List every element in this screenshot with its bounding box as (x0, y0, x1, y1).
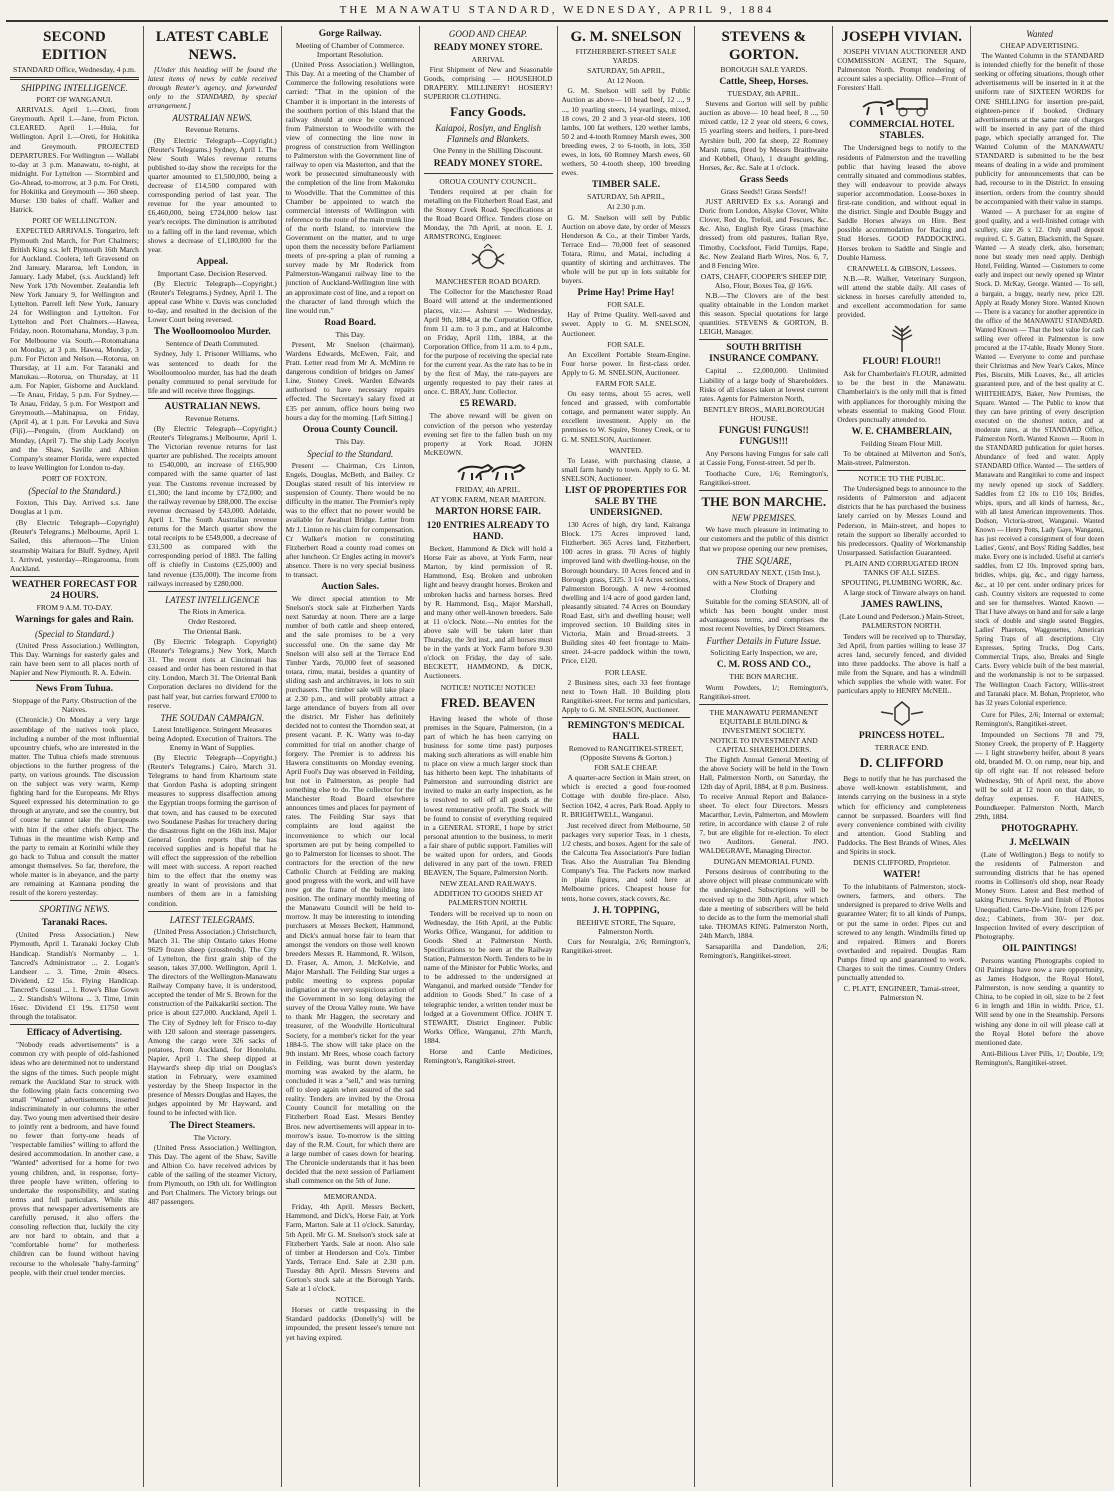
australian-news-title-2: AUSTRALIAN NEWS. (164, 401, 261, 412)
friday-date: FRIDAY, 4th APRIL. (455, 484, 521, 494)
divider (286, 1188, 415, 1189)
dungan-title: DUNGAN MEMORIAL FUND. (713, 857, 814, 867)
wanted-list: Wanted — A purchaser for an engine of good quality, and a well-finished cottage with scullery, size 26 x 12. Only small deposit required. C. S. Gatten, Blacksmith, the Square. Wanted — A steady clerk, also, horseman; none but steady men need apply. Denbigh Hotel, Feilding. Wanted — Customers to come early and inspect our newly opened up Winter Stock. D. McKay, George. Wanted — To sell, a bargain, a buggy, nearly new, price £20. Apply at Ready Money Store. Wanted Known — There is a vacancy for another apprentice in the office of the MANAWATU STANDARD. Wanted Known — That the best value for cash selling ever offered in Palmerston is now procured at the 17-table, Ready Money Store. Wanted — Everyone to come and purchase their Christmas and New Year's Cakes, Mince Pies, Biscuits, Milk Loaves, &c., all articles guaranteed pure, and of the best quality at C. WHITEHEAD'S, Baker, New Premises, the Square. Wanted — The Public to know that they can have printing of every description executed on the shortest notice, and at moderate rates, at the STANDARD Office, Palmerston North. Wanted Known — Room in the STANDARD publication for quiet horses. Abundance of feed and water. Apply STANDARD Office. Wanted — The settlers of Manawatu and Rangitikei to come and inspect my newly opened up stock of Saddlery. Saddles from £2 10s to £10 10s; Bridles, whips, spurs, and all kinds of harness, &c., with all latest American improvements. Thos. Dodson, Victoria-street, Wanganui. Wanted Known — Henry Potts, Lady Gaye, Wanganui, has just received a consignment of four dozen Ladies', Gents', and Boys' Riding Saddles, best make. Every one is included. Useful at carrier's saddles, from £2 10s. Improved spring bars, bridles, whips, gig, &c., and riggy harness, &c., at 10 per cent. under ordinary prices for cash. Country visitors are requested to come and see for themselves. Wanted Known — That I have always on hand and for sale a large stock of double and single seated Buggies, Ladies' Phaetons, Waggonettes, American Spring Traps of all descriptions. City Expresses, Spring Trucks, Dog Carts, Commercial Traps, also, Breaks and Single Carts. Every vehicle built of the best material, and the workmanship is not to be surpassed. The Wellington Coach Factory, Willis-street and Taranaki place. M. Bohan, Proprietor, who has 32 years Colonial experience. (975, 208, 1104, 707)
vivian-title: JOSEPH VIVIAN. (841, 29, 962, 45)
beaven-text: Having leased the whole of those premises in the Square, Palmerston, (in a part of which he has been carrying on business for some time past) purposes making such alterations as will enable him to place on view a much larger stock than has hitherto been kept. The inhabitants of Palmerston and surrounding district are invited to make an early inspection, as he is resolved to sell off all goods at the lowest remunerative profit. The Stock will be found to consist of everything required in a GENERAL STORE, I hope by strict personal attention to the business, to merit a fair share of public support. Families will be waited upon for orders, and Goods delivered in any part of the town. FRED BEAVEN, The Square, Palmerston North. (423, 713, 553, 878)
riots-title: The Riots in America. (178, 606, 246, 616)
commercial-text: The Undersigned begs to notify to the residents of Palmerston and the travelling public that having leased the above centrally situated and commodious stables, they will endeavour to provide always superior accommodation. Loose-boxes in first-rate condition, and without equal in the district. Single and Double Buggy and Saddle Horses always on Hire. Best possible accommodation for Racing and Stud Horses. GOOD PADDOCKING. Horses broken to Saddle and Single and Double Harness. (837, 143, 967, 262)
sarsaparilla-text: Sarsaparilla and Dandelion, 2/6; Remington's, Rangitikei-street. (699, 942, 829, 961)
divider (148, 398, 277, 399)
bentley-title: BENTLEY BROS., MARLBOROUGH HOUSE. (703, 404, 825, 423)
foxton-sub: (Special to the Standard.) (28, 486, 121, 497)
gorge-railway-title: Gorge Railway. (318, 29, 382, 39)
foxton-text-2: (By Electric Telegraph—Copyright) (Reuter's Telegrams.) Melbourne, April 1. Sailed, this afternoon—The Union steamship Waitara for Bluff. Sydney, April 1. Arrived, yesterday—Ringarooma, from Auckland. (10, 518, 139, 573)
tuhua-sub: Stoppage of the Party. Obstruction of the Natives. (12, 696, 137, 715)
column-1 (6, 26, 144, 1487)
railways-title: NEW ZEALAND RAILWAYS. (439, 879, 537, 889)
horse-icon (448, 460, 528, 482)
reward-title: £5 REWARD. (459, 399, 517, 410)
insurance-text: Capital ... £2,000,000. Unlimited Liability of a large body of Shareholders. Risks of all classes taken at lowest current rates. Agents for Palmerston North, (699, 366, 829, 403)
commercial-title: COMMERCIAL HOTEL STABLES. (849, 120, 955, 142)
walker-text: N.B.—R. Walker, Veterinary Surgeon, will attend the stable daily. All cases of sickness in horses carefully attended to, and excellent accommodation for same provided. (837, 273, 967, 320)
flour-title: FLOUR! FLOUR!! (862, 357, 941, 368)
oriental-title: The Oriental Bank. (183, 626, 242, 636)
soudan-text: (By Electric Telegraph—Copyright.) (Reuter's Telegrams.) Cairo, March 31. Telegrams to hand from Khartoum state that Gordon Pasha is adopting stringent measures to suppress disaffection among the Egyptian troops forming the garrison of that town, and has caused to be executed two Soudanese Pashas for treachery during the disastrous fight on the 16th inst. Major General Gordon reports that he has received supplies and is hopeful that he will effect the suppression of the rebellion will meet with success. A report reached him to the effect that the enemy was greatly in want of provisions and that numbers of them are in a famishing condition. (147, 753, 277, 908)
fancy-goods: Fancy Goods. (450, 104, 526, 120)
farm-title: FARM FOR SALE. (595, 379, 657, 388)
office-line: STANDARD Office, Wednesday, 4 p.m. (13, 65, 136, 74)
lease-text: 2 Business sites, each 33 feet frontage next to Town Hall. 10 Building plots Rangitikei-street. For terms and particulars, Apply to G. M. SNELSON, Auctioneer. (561, 677, 691, 714)
melwain-text: (Late of Wellington.) Begs to notify to the residents of Palmerston and surrounding districts that he has opened rooms in Collinson's old shop, near Ready Money Store. Latest and Best method of taking Pictures. Style and finish of Photos Unequalled. Carte-De-Visite, from 12/6 per doz.; Cabinets, from 30/- per doz. Inspection Invited of every description of Photography. (975, 849, 1104, 941)
notice-text: Horses or cattle trespassing in the Standard paddocks (Donelly's) will be impounded, the present lessee's tenure not yet having expired. (285, 1305, 415, 1342)
tenders-text: Tenders will be received up to Thursday, 3rd April, from parties willing to lease 37 acres land, securely fenced, and divided into three paddocks. The above is half a mile from the Square, and has a windmill which supplies the whole with water. For particulars apply to HENRY McNEIL. (837, 631, 967, 696)
divider (424, 173, 553, 174)
stevens-date: TUESDAY, 8th APRIL. (727, 89, 801, 99)
chamberlain-sub: Feilding Steam Flour Mill. (860, 438, 943, 448)
wanted-title: WANTED. (608, 445, 643, 455)
spouting-title: SPOUTING, PLUMBING WORK, &c. (841, 578, 963, 588)
princess-sub: TERRACE END. (874, 743, 929, 753)
bon-marche-title: THE BON MARCHE. (701, 494, 827, 510)
notice-title: NOTICE. (335, 1295, 366, 1305)
intelligence-title: LATEST INTELLIGENCE (165, 594, 260, 605)
water-text: To the inhabitants of Palmerston, stock-owners, farmers, and others. The undersigned is prepared to drive Wells and guarantee Water; fit to all kinds of Pumps, or put the same in order. Pipes cut and screwed to any length. Windmills fitted up and repaired. Rimers and Borers overhauled and repaired. Douglas Ram Pumps fitted up and guaranteed to work. Charges to suit the times. Country Orders punctually attended to. (837, 882, 967, 983)
stevens-title: STEVENS & GORTON. (721, 29, 807, 63)
road-board-sub: This Day. (335, 329, 365, 339)
marton-fair-title: MARTON HORSE FAIR. (435, 507, 541, 518)
stevens-text: Stevens and Gorton will sell by public auction as above— 10 head beef, 8 ..., 50 mixed cattle, 12 2 year old steers, 6 cows, 15 yearling steers and heifers, 1 pure-bred Ayrshire bull, 200 fat sheep, 22 Romney Marsh rams, (bred by Messrs Braithwaite and Kebbell, Ohau), 1 draught gelding, Horses, &c. &c. Sale at 1 o'clock. (699, 99, 829, 172)
warnings-sub: (Special to Standard.) (34, 628, 114, 639)
column-7 (833, 26, 971, 1487)
columns (6, 26, 1108, 1487)
grass-title: Grass Seeds (739, 174, 789, 185)
public-title: NOTICE TO THE PUBLIC. (858, 474, 946, 484)
fungus-title: FUNGUS! FUNGUS!! FUNGUS!!! (718, 426, 809, 447)
lease-title: FOR LEASE. (604, 667, 648, 677)
wellington-text: EXPECTED ARRIVALS. Tongariro, left Plymouth 2nd March, for Port Chalmers; British King s.s. left Plymouth 16th March for Auckland. Coolera, left Gravesend on 2nd January. Mararoa, left London, in January. Lady Mabel, (s.s. Auckland) left New York 17th November. Zealandia left New York January 9, for Wellington and Lyttelton. Parrell left New York, January 24 for Wellington and Lyttelton. For Lyttelton and Port Chalmers.—Hawea, Friday, noon. Rotomahana, Monday, 3 p.m. For Melbourne via South.—Rotomahana on Monday, at 3 p.m. Hawea, Monday, 3 p.m. For Picton and Nelson.—Rotorua, on Thursday, at 11 a.m. For Taranaki and Manukau.—Rotorua, on Thursday, at 11 a.m. For Napier, Gisborne and Auckland.—Te Anau, Friday, 5 p.m. For Sydney.—Te Anau, Friday, 5 p.m. For Westport and Greymouth.—Mahinapua, on Friday, (April 4), at 1 p.m. For Levuka and Suva (Fiji).—Penguin, (from Auckland) on Monday, (April 7). The ship Lady Jocelyn and the Shaw, Saville and Albion Company's steamer Florida, were expected to leave Wellington for London to-day. (10, 226, 139, 472)
remington-sub: Removed to RANGITIKEI-STREET, (Opposite Stevens & Gorton.) (568, 744, 684, 763)
discount-text: One Penny in the Shilling Discount. (433, 146, 543, 156)
woolloomooloo-sub: Sentence of Death Commuted. (165, 339, 259, 349)
timber-date: SATURDAY, 5th APRIL, (587, 192, 665, 202)
column-2 (144, 26, 282, 1487)
wheat-icon (877, 322, 927, 354)
port-wellington: PORT OF WELLINGTON. (32, 216, 117, 226)
clifford-sig: DENIS CLIFFORD, Proprietor. (853, 858, 951, 868)
reward-text: The above reward will be given on conviction of the person who yesterday evening set fire to the fallen bush on my property at York Road. JOHN McKEOWN. (423, 411, 553, 457)
tinware-text: A large stock of Tinware always on hand. (843, 588, 966, 598)
liver-pills-text: Anti-Bilious Liver Pills, 1/; Double, 1/9; Remington's, Rangitikei-street. (975, 1048, 1104, 1067)
public-text: The Undersigned begs to announce to the residents of Palmerston and adjacent districts that he has purchased the business lately carried on by Messrs Lound and Pederson, in Main-street, and hopes to retain the support so liberally accorded to his predecessors. Quality of Workmanship Unsurpassed. Satisfaction Guaranteed. (837, 484, 967, 557)
taranaki-title: Taranaki Races. (41, 918, 108, 929)
timber-title: TIMBER SALE. (591, 180, 660, 191)
ready-money-title: READY MONEY STORE. (433, 43, 543, 53)
stevens-sub2: Cattle, Sheep, Horses. (719, 77, 809, 88)
divider (699, 704, 828, 705)
oroua-council-text: Present — Chairman, Crs Linton, Engels, Douglas, McBeth, and Bailey. Cr Douglas stated result of his interview re suspension of County. There would be no difficulty in the matter. The Premier's reply was to the effect that no power would be available for Awahuri Bridge. Letter from Mr J. Linton re his claim for compensation. Cr Walker's motion re constituting Fitzherbert Road a county road comes on after luncheon. Cr Engles acting in mover's absence. There is no very special business to transact. (285, 460, 415, 579)
ross-title: C. M. ROSS AND CO., (716, 660, 811, 671)
second-edition-title: SECOND EDITION (41, 29, 107, 63)
snelson-title: G. M. SNELSON (570, 29, 682, 45)
goods-shed-title: ADDITION TO GOODS SHED AT PALMERSTON NORTH. (433, 889, 543, 908)
foxton-text: Foxton, This Day. Arrived s.s. Jane Douglas at 1 p.m. (10, 498, 139, 517)
permanent-sub: NOTICE TO INVESTMENT AND CAPITAL SHAREHOLDERS. (709, 735, 818, 755)
oroua-council-sub2: Special to the Standard. (307, 448, 394, 459)
gorge-sub: Meeting of Chamber of Commerce. Important Resolution. (295, 41, 405, 60)
ready-money-title-2: READY MONEY STORE. (433, 158, 543, 169)
clifford-title: D. CLIFFORD (859, 755, 944, 771)
timber-text: G. M. Snelson will sell by Public Auction on above date, by order of Messrs Henderson & Co., at their Timber Yards, Terrace End— 70,000 feet of seasoned Totara, Rimu, and Matai, including a quantity of skirting and architraves. The whole will be put up in lots suitable for buyers. (561, 212, 691, 286)
snelson-sub: FITZHERBERT-STREET SALE YARDS. (575, 47, 677, 66)
chamberlain-title: W. E. CHAMBERLAIN, (851, 426, 952, 437)
column-5 (558, 26, 696, 1487)
properties-text: 130 Acres of high, dry land, Kairanga Block. 175 Acres improved land, Fitzherbert. 365 Acres land, Fitzherbert, 100 acres in grass. 70 Acres of highly improved land with dwelling-house, on the Borough boundary. 10 Acres fenced and in Borough grass, £325. 3 1/4 Acres sections, Palmerston Borough. A new 4-roomed dwelling and 1/4 acre of good garden land, pleasantly situated. 74 Acres on Boundary Road East, sit'n and dwelling house; well improved section. 10 Building sites in Victoria, Main and Broad-streets. 3 Building sites 40 feet frontage to Main-street. 24-acre paddock within the town, Price, £120. (561, 520, 691, 666)
beaven-title: FRED. BEAVEN (440, 694, 536, 710)
bon-text-2: Suitable for the coming SEASON, all of which has been bought under most advantageous terms, and comprises the most recent Novelties, by Direct Steamers. (699, 596, 829, 634)
engine-text: An Excellent Portable Steam-Engine. Four horse power. In first-class order. Apply to G. M. SNELSON, Auctioneer. (561, 349, 691, 377)
efficacy-title: Efficacy of Advertising. (26, 1028, 123, 1039)
drapery-title: with a New Stock of Drapery and Clothing (712, 577, 815, 596)
good-cheap-title: GOOD AND CHEAP. (448, 29, 528, 39)
horse-medicine-text: Horse and Cattle Medicines, Remington's, Rangitikei-street. (423, 1046, 553, 1066)
kaiapoi-text: Kaiapoi, Roslyn, and English Flannels and Blankets. (435, 123, 541, 145)
wanted-header: Wanted (1026, 29, 1053, 39)
piles-text: Cure for Piles, 2/6; Internal or external; Remington's, Rangitikei-street. (975, 709, 1104, 728)
topping-title: J. H. TOPPING, (592, 905, 660, 916)
dungan-text: Persons desirous of contributing to the above object will please communicate with the undersigned. Subscriptions will be received up to the 30th April, after which date a meeting of subscribers will be held to decide as to the form the memorial shall take. THOMAS KING. Palmerston North, 24th March, 1884. (699, 867, 829, 940)
tuhua-title: News From Tuhua. (35, 684, 114, 695)
divider (10, 680, 139, 681)
gorge-text: (United Press Association.) Wellington, This Day. At a meeting of the Chamber of Commerce the following resolutions were carried: "That in the opinion of the Chamber it is important in the interests of the southern portion of this Island that the railway should at once be commenced from Palmerston to Woodville with the view of connecting the line now in progress of construction from Wellington to Palmerston with the Government line of railway to open via Masterton, and that the work be prosecuted simultaneously with the completion of the line from Makotuku to Woodville. That the Committee of this Chamber be appointed to watch the commercial interests of Wellington with reference to the route of the main trunk line of the north Island, to interview the Government on the matter, and to urge upon them the necessity before Parliament meets of pre-spring a plan of running a survey made by Mr Roderick from Palmerston-Wanganui railway line to the junction of Auckland-Wellington line with an approximate cost of line, and a report on the character of land through which the line would run." (285, 60, 415, 315)
divider (699, 490, 828, 491)
for-sale: FOR SALE. (607, 339, 645, 349)
cable-note: [Under this heading will be found the latest items of news by cable received through Reuter's agency, and forwarded only to the STANDARD, by special arrangement.] (147, 65, 277, 111)
sporting-title: SPORTING NEWS. (39, 904, 110, 915)
warnings-title: Warnings for gales and Rain. (15, 614, 134, 625)
oil-paintings-title: OIL PAINTINGS! (1002, 943, 1077, 954)
cheap-text: A quarter-acre Section in Main street, on which is erected a good four-roomed Cottage with double fire-place. Also, Section 1042, 4 acres, Park Road. Apply to R. BRIGHTWELL, Wanganui. (561, 773, 691, 819)
revenue-title: Revenue Returns. (185, 125, 240, 135)
permanent-text: The Eighth Annual General Meeting of the above Society will be held in the Town Hall, Palmerston North, on Saturday, the 12th day of April, 1884, at 8 p.m. Business. To receive Annual Report and Balance-sheet. To elect four Directors. Messrs Macarthur, Levin, Palmerton, and Mowlem retire, in accordance with clause 2 of rule 7, but are eligible for re-election. To elect two Auditors. General. JNO. WALDEGRAVE, Managing Director. (699, 755, 829, 856)
notice-banner: NOTICE! NOTICE! NOTICE! (440, 682, 536, 692)
wanted-intro: The Wanted Column in the STANDARD is intended chiefly for the benefit of those seeking or offering situations, though other advertisements will be inserted in it at the uniform rate of SIXTEEN WORDS for ONE SHILLING for insertion pre-paid, eighteen-pence if booked. Ordinary advertisements at the same rate of charges will be inserted in any part of the third page, which specially arranged for. The Wanted Column of the MANAWATU STANDARD is submitted to be the best means of dealing in a wide and prominent publicity for announcements that can be had, recourse to in the District. In ensuing insertion, orders from the country should be accompanied with their value in stamps. (975, 51, 1104, 206)
shipping-text: ARRIVALS. April 1.—Oreti, from Greymouth. April 1.—Jane, from Picton. CLEARED. April 1.—Huia, for Wellington. April 1.—Oreti, for Hokitika and Greymouth. PROJECTED DEPARTURES. For Wellington — Wallabi to-day at 3 p.m. Manawatu, to-night, at midnight. For Lyttelton — Stormbird and Go-Ahead, to-morrow, at 3 p.m. For Oreti, for Hokitika and Greymouth — 360 sheep. Morse: 130 bales of chaff. Walker and Hatrick. (10, 105, 139, 215)
hay-title: Prime Hay! Prime Hay! (577, 288, 675, 299)
oroua-council-title: Oroua County Council. (302, 424, 398, 435)
tuhua-text: (Chronicle.) On Monday a very large assemblage of the natives took place, including a number of the most influential upcountry chiefs, who are interested in the matter. The Tuhua chiefs made strenuous objections to the further progress of the party, on various grounds. The discussion on the subject was very warm, Kemp fighting hard for the Europeans. Mr Rhys Squeel expressed his determination to go through at anyrate, and see the country, but of course he cannot take the Europeans with him if the other chiefs object. The Tuhuas in the meantime wish Kemp and the party to remain at Korinihi while they go back to Tuhua and consult the matter amongst themselves. So far, therefore, the whole matter is in abeyance, and the party are remaining at Kannana pending the result of the korero yesterday. (10, 715, 139, 898)
tanks-title: PLAIN AND CORRUGATED IRON TANKS OF ALL SIZES. (844, 558, 959, 578)
cranwell: CRANWELL & GIBSON, Lessees. (847, 263, 957, 273)
divider (10, 576, 139, 577)
cheap-advertising: CHEAP ADVERTISING. (1000, 41, 1079, 50)
woolloomooloo-text: Sydney, July 1. Prisoner Williams, who was sentenced to death for the Woolloomooloo murder, has had the death penalty commuted to penal servitude for life and will receive three floggings. (147, 349, 277, 395)
divider (562, 717, 691, 718)
shipping-title: SHIPPING INTELLIGENCE. (20, 83, 128, 94)
oroua-council-ad-title: OROUA COUNTY COUNCIL. (439, 176, 537, 186)
appeal-title: Appeal. (196, 256, 229, 267)
saturday-title: ON SATURDAY NEXT, (15th Inst.), (707, 567, 821, 577)
revenue2-title: Revenue Returns. (185, 413, 240, 423)
wanted-text: To Lease, with purchasing clause, a small farm handy to town. Apply to G. M. SNELSON, Auctioneer. (561, 455, 691, 483)
further-details: Further Details in Future Issue. (706, 636, 822, 647)
manchester-title: MANCHESTER ROAD BOARD. (435, 277, 541, 287)
revenue-text: (By Electric Telegraph—Copyright.) (Reuter's Telegrams.) Sydney, April 1. The New South Wales revenue returns published to-day show the receipts for the quarter amounted to £1,500,000, being a decrease of £14,500 compared with corresponding period of last year. The revenue for the year amounted to £6,460,000, being £724,000 below last year's receipts. The diminution is attributed to a falling off in the land revenue, which shows a decrease of £1,180,000 for the year. (147, 135, 277, 254)
appeal-text: (By Electric Telegraph—Copyright.) (Reuter's Telegrams.) Sydney, April 1. The appeal case White v. Davis was concluded to-day, and resulted in the decision of the Lower Court being reversed. (147, 278, 277, 325)
australian-news-title: AUSTRALIAN NEWS. (172, 113, 253, 124)
divider (148, 591, 277, 592)
clifford-text: Begs to notify that he has purchased the above well-known establishment, and intends carrying on the business in a style which for efficiency and completeness cannot be surpassed. Boarders will find every convenience combined with civility and attention. Good Stabling and Paddocks. The Best Brands of Wines, Ales and Spirits in stock. (837, 774, 967, 856)
divider (837, 470, 966, 471)
grass-sub: Grass Seeds!! Grass Seeds!! (720, 186, 807, 196)
oats-text: N.B.—The Clovers are of the best quality obtainable in the London market this season. Special quotations for large quantities. STEVENS & GORTON, B. LEIGH, Manager. (699, 290, 829, 337)
tea-text: Just received direct from Melbourne, 50 packages very superior Teas, in 1 chests, 1/2 chests, and boxes. Agent for the sale of the Calcutta Tea Association's Pure Indian Teas. Also the Australian Tea Blending Company's Tea. The Packets now marked in plain figures, and sold here at Melbourne prices. Cheapest house for tents, horse covers, stack covers, &c. (561, 820, 691, 903)
weather-title: WEATHER FORECAST FOR 24 HOURS. (11, 579, 138, 601)
appeal-sub: Important Case. Decision Reserved. (157, 268, 268, 278)
divider (10, 900, 139, 901)
hay-text: Hay of Prime Quality. Well-saved and sweet. Apply to G. M. SNELSON, Auctioneer. (561, 310, 691, 338)
steamers-title: The Direct Steamers. (169, 1120, 256, 1131)
hay-sub: FOR SALE. (607, 300, 645, 310)
princess-title: PRINCESS HOTEL. (858, 731, 945, 742)
port-foxton: PORT OF FOXTON. (41, 473, 107, 483)
arrival: ARRIVAL (471, 55, 505, 64)
woolloomooloo-title: The Woolloomooloo Murder. (153, 327, 271, 338)
melwain-title: J. McELWAIN (1009, 837, 1070, 848)
efficacy-text: "Nobody reads advertisements" is a common cry with people of old-fashioned ideas who are determined not to understand the signs of the times. Such people might remark the Auckland Star to struck with the following plain facts concerning two small "Wanted" advertisements, inserted indiscriminately in our columns the other day. Two young men advertised their desire to jointly rent a bedroom, and have found no fewer than forty-one heads of "respectable families" willing to afford the desired accommodation. In another case, a "Wanted" advertised for a home for two young children, and, in response, forty-three people have written, offering to undertake the responsibility, and stating terms and full particulars. While this proves that newspaper advertisements are carefully perused, it also offers the consoling reflection that, luckily the city are not hard to obtain, and that a "comfortable home" for motherless children can be found without having recourse to the wholesale "baby-farming" people, with their cruel tender mercies. (10, 1040, 139, 1277)
farm-text: On easy terms, about 55 acres, well fenced and grassed, with comfortable cottage, and permanent water supply. An excellent investment. Apply on the premises to W. Squire, Stoney Creek, or to G. M. SNELSON, Auctioneer. (561, 389, 691, 444)
entries-title: 120 ENTRIES ALREADY TO HAND. (426, 521, 550, 543)
platt: C. PLATT, ENGINEER, Tamai-street, Palmerston N. (843, 984, 960, 1003)
timber-time: At 2.30 p.m. (606, 202, 646, 212)
riots-sub: Order Restored. (188, 616, 237, 626)
oroua-council-sub: This Day. (335, 436, 365, 446)
fungus-text: Any Persons having Fungus for sale call at Cassie Fong, Forest-street. 5d per lb. (699, 449, 829, 468)
snelson-date: SATURDAY, 5th APRIL, (587, 66, 665, 76)
impounded-text: Impounded on Sections 78 and 79, Stoney Creek, the property of P. Haggerty — 1 light strawberry heifer, about 8 years old, branded M. O. on rump, near hip, and tip off right ear. If not released before Wednesday, 9th of April next, the above will be sold at 12 noon on that date, to defray expenses. F. HAINES, Poundkeeper. Palmerston North, March 29th, 1884. (975, 730, 1104, 821)
divider (10, 1024, 139, 1025)
revenue2-text: (By Electric Telegraph—Copyright.) (Reuter's Telegrams.) Melbourne, April 1. The Victorian revenue returns for last quarter are published. The receipts amount to £540,000, an increase of £165,900 compared with the same quarter of last year. The Customs revenue increased by £1,300; the land income by £72,000; and the railway revenue by £88,000. The excise revenue decreased by £43,000. Adelaide, April 1. The South Australian revenue returns for the March quarter show the total receipts to be £549,000, a decrease of £31,500 as compared with the corresponding period of 1883. The falling off is chiefly in Customs (£25,000) and land revenue (£35,000). The income from railways increased by £280,000. (147, 424, 277, 588)
square-title: THE SQUARE, (736, 555, 792, 566)
steamers-text: (United Press Association.) Wellington, This Day. The agent of the Shaw, Saville and Albion Co. have received advices by cable of the sailing of the steamer Victory, from Plymouth, on 19th ult. for Wellington and Port Chalmers. The Victory brings out 487 passengers. (147, 1142, 277, 1207)
flour-text: Ask for Chamberlain's FLOUR, admitted to be the best in the Manawatu. Chamberlain's is the only mill that is fitted with appliances for thoroughly mixing the wheats essential to making Good Flour. Orders punctually attended to. (837, 369, 967, 424)
railways-text: Tenders will be received up to noon on Wednesday, the 16th April, at the Public Works Office, Wanganui, for addition to Goods Shed at Palmerston North. Specifications to be seen at the Railway Station, Palmerston North. Tenders to be in name of the Minister for Public Works, and to be addressed to the undersigned at Wanganui, and marked outside "Tender for addition to Goods Shed." In case of a telegraphic tender, a written tender must be lodged at a Government Office. JOHN T. STEWART, District Engineer. Public Works Office, Wanganui, 27th March, 1884. (423, 908, 553, 1045)
tenders-text: Tenders required at per chain for metalling on the Fitzherbert Road East, and the Stoney Creek Road. Specifications at the Road Board Office. Tenders close on Monday, the 7th April, at noon. E. J. ARMSTRONG, Engineer. (423, 186, 553, 242)
crest-icon (468, 244, 508, 274)
divider (699, 339, 828, 340)
york-farm: AT YORK FARM, NEAR MARTON. (430, 495, 546, 504)
cable-news-title: LATEST CABLE NEWS. (155, 29, 269, 63)
steamers-sub: The Victory. (193, 1132, 232, 1142)
column-6 (695, 26, 833, 1487)
goods-text: First Shipment of New and Seasonable Goods, comprising — HOUSEHOLD DRAPERY. MILLINERY! HOSIERY! SUPERIOR CLOTHING. (423, 65, 553, 102)
beckett-text: Beckett, Hammond & Dick will hold a Horse Fair as above, at York Farm, near Marton, by kind permission of R. Hammond, Esq. Broken and unbroken light and heavy draught horses. Broken and unbroken hacks and harness horses. Bred by R. Hammond, Esq., Major Marshall, and many other well-known breeders. Sale at 11 o'clock. Note.—No entries for the above sale will be taken later than Thursday, the 3rd inst., and all horses must be in the yards at York Farm before 9.30 o'clock on Friday, the day of sale. BECKETT, HAMMOND, & DICK, Auctioneers. (423, 544, 553, 681)
road-board-text: Present, Mr Snelson (chairman), Wardens Edwards, McEwen, Fair, and Pratt. Letter read from Mr A. McMinn re dangerous condition of bridges on James' Line, Stoney Creek. Warden Edwards authorised to have necessary repairs effected. The Secretary's salary fixed at £35 per annum, office hours being two hours a day for the morning. [Left Sitting.] (285, 339, 415, 422)
tobe-text: To be obtained at Milverton and Son's, Main-street, Palmerston. (837, 448, 967, 467)
telegrams-text: (United Press Association.) Christchurch, March 31. The ship Ontario takes Home 9629 frozen sheep (crossbreds). The City of Lyttelton, the first grain ship of the season, takes 37,000. Wellington, April 1. The directors of the Wellington-Manawatu Railway Company have, it is understood, accepted the tender of Mr S. Brown for the construction of the Paikakariki section. The price is about £27,000. Auckland, April 1. The City of Sydney left for Frisco to-day with 120 saloon and steerage passengers. Among the cargo were 326 sacks of potatoes, from Auckland, for Honolulu. Napier, April 1. The sheep dipped at Hayward's sheep dip trial on Douglas's station in February, were examined yesterday by the Sheep Inspector in the presence of Messrs Douglas and Hayes, the judges appointed by Mr Hayward, and found to be infected with lice. (147, 926, 277, 1118)
masthead: THE MANAWATU STANDARD, WEDNESDAY, APRIL 9, 1884 (6, 0, 1108, 22)
snelson-text: G. M. Snelson will sell by Public Auction as above— 10 head beef, 12 ..., 9 ..., 10 yearling steers, 14 yearlings, mixed, 18 cows, 20 2 and 3 year-old steers, 100 lambs, 100 fat wethers, 120 wether lambs, 50 2 and 4-tooth Romney Marsh ewes, 300 breeding ewes, 2 to 6-tooth, in lots, 350 ewes, in lots, 60 Romney Marsh ewes, 60 wethers, 50 4-tooth sheep, 100 breeding ewes. (561, 86, 691, 178)
remington-title: REMINGTON'S MEDICAL HALL (567, 721, 685, 742)
stevens-sub: BOROUGH SALE YARDS. (720, 65, 808, 74)
column-4 (420, 26, 558, 1487)
cheap-title: FOR SALE CHEAP. (594, 763, 658, 773)
soudan-sub: Latest Intelligence. Stringent Measures being Adopted. Execution of Traitors. The Enemy in Want of Supplies. (148, 724, 277, 752)
memoranda-text: Friday, 4th April. Messrs Beckett, Hammond, and Dick's, Horse Fair, at York Farm, Marton. Sale at 11 o'clock. Saturday, 5th April. Mr G. M. Snelson's stock sale at Fitzherbert Yards. Sale at noon. Also sale of timber at Henderson and Co's. Timber Yards, Terrace End. Sale at 2.30 p.m. Tuesday 8th April. Messrs Stevens and Gorton's stock sale at the Borough Yards. Sale at 1 o'clock. (285, 1202, 415, 1294)
soudan-title: THE SOUDAN CAMPAIGN. (160, 712, 265, 723)
snelson-time: At 12 Noon. (607, 76, 645, 86)
soliciting: Soliciting Early Inspection, we are, (710, 648, 818, 658)
manchester-text: The Collector for the Manchester Road Board will attend at the undermentioned places, viz.:— Ashurst — Wednesday, April 9th, 1884, at the Corporation Office, from 11 a.m. to 3 p.m., and at Halcombe on Friday, April 11th, 1884, at the Corporation Office, from 11 a.m. to 4 p.m., for the purpose of receiving the special rate for the current year. As the rate has to be in by the first of May, the rate-payers are urgently requested to pay their rates at once. C. BRAY, Junr. Collector. (423, 287, 553, 397)
rawlins-title: JAMES RAWLINS, (861, 600, 943, 611)
curs-text: Curs for Neuralgia, 2/6; Remington's, Rangitikei-street. (561, 936, 691, 955)
divider (10, 77, 139, 80)
oriental-text: (By Electric Telegraph. Copyright) (Reuter's Telegrams.) New York, March 31. The recent riots at Cincinnati has ceased and order has been restored in that city. London, March 31. The Oriental Bank Corporation declares no dividend for the past half year, but carries forward £7000 to reserve. (147, 636, 277, 710)
port-wanganui: PORT OF WANGANUI. (36, 95, 113, 105)
warnings-text: (United Press Association.) Wellington, This Day. Warnings for easterly gales and rain have been sent to all places north of Napier and New Plymouth. R. A. Edwin. (10, 640, 139, 678)
bon-text: We have much pleasure in intimating to our customers and the public of this district that we propose opening our new premises, (699, 525, 829, 553)
vivian-text: JOSEPH VIVIAN AUCTIONEER AND COMMISSION AGENT, The Square, Palmerston North. Prompt rendering of account sales a speciality. Office—Front of Foresters' Hall. (837, 47, 967, 93)
divider (148, 911, 277, 912)
photography-title: PHOTOGRAPHY. (1001, 823, 1078, 834)
oil-paintings-text: Persons wanting Photographs copied to Oil Paintings have now a rare opportunity, as James Hodgson, the Royal Hotel, Palmerston, is now sending a quantity to China, to be copied in oil, size to be 2 feet 6 in length and 18in in width. Price, £1. Will send by one in the Steamship. Persons wishing any done in oil will please call at the Royal Hotel before the above mentioned date. (975, 955, 1104, 1047)
water-title: WATER! (883, 870, 921, 881)
telegrams-title: LATEST TELEGRAMS. (169, 914, 255, 925)
toothache-text: Toothache Cure, 1/6; Remington's, Rangitikei-street. (699, 469, 829, 488)
insurance-title: SOUTH BRITISH INSURANCE COMPANY. (709, 343, 819, 365)
memoranda-title: MEMORANDA. (323, 1192, 377, 1202)
oats-title: OATS, CHAFF, COOPER'S SHEEP DIP, Also, Flour, Boxes Tea, @ 16/6. (700, 271, 827, 290)
road-board-title: Road Board. (324, 317, 377, 328)
rawlins-sub: (Late Lound and Pederson.) Main-Street, PALMERSTON NORTH. (839, 612, 965, 631)
auction-sales-text: We direct special attention to Mr Snelson's stock sale at Fitzherbert Yards next Saturday at noon. There are a large number of both cattle and sheep entered, and the sale promises to be a very successful one. On the same day Mr Snelson will also sell at the Terrace End Timber Yards, 70,000 feet of seasoned totara, rimu, matai, besides a quantity of sliding sash and architraves, in lots to suit purchasers. The timber sale will take place at 2.30 p.m., and will probably attract a large attendance of buyers from all over the district. Mr Fisher has definitely decided not to contest the Thorndon seat, at present vacant. P. K. Watty was to-day committed for trial on another charge of forgery. The Premier is to address his Hawera constituents on Monday evening. April Fool's Day was observed in Feilding, but not in Palmerston, as people had something else to do. The collector for the Manchester Road Board elsewhere announces times and places for payment of rates. The Feilding Star says that complaints are loud against the inconvenience to which our local sportsmen are put by being compelled to go to Palmerston for licenses to shoot. The contractors for the erection of the new Catholic Church at Feilding are making good progress with the work, and will have now got the frame of the building into position. The ordinary monthly meeting of the Manawatu Council will be held to-morrow. It may be interesting to intending purchasers at Messrs Beckett, Hammond, and Dick's annual horse fair to learn that amongst the vendors on those well known breeders Messrs R. Hammond, R. Wilson, D. Fraser, A. Amon, J. McKelvie, and Major Marshall. The Feilding Star urges a public meeting to express popular indignation at the very suspicious action of the Government in so long delaying the survey of the Oroua Valley route. We have to thank Mr Haggen, the secretary and treasurer, of the Woodville Horticultural Society, for a member's ticket for the year 1884-5. The show will take place on the 9th instant. Mr Rees, whose coach factory in Feilding, was burnt down yesterday morning was awaked by the alarm, he concluded it was a "sell," and was turning off to sleep again when assured of the sad reality. Tenders are invited by the Oroua County Council for metalling on the Fitzherbert Road East. Messrs Bentley Bros. new advertisements will appear in to-morrow's issue. To-morrow is the sitting day of the R.M. Court, for which there are a large number of cases down for hearing. The Chronicle understands that it has been decided that the next session of Parliament shall commence on the 5th of June. (285, 594, 415, 1186)
new-premises: NEW PREMISES. (731, 513, 797, 524)
topping-sub: BEEHIVE STORE, The Square, Palmerston North. (576, 917, 676, 936)
crest-icon (877, 698, 927, 728)
bon-marche-2: THE BON MARCHE. (729, 672, 799, 682)
weather-sub: FROM 9 A.M. TO-DAY. (36, 602, 113, 612)
grass-text: JUST ARRIVED Ex s.s. Aorangi and Doric from London, Alsyke Clover, White Clover, Red do, Trefoil, and Fescues, &c. &c. Also, English Rye Grass (machine dressed) from old pastures, Italian Rye, Timothy, Cocksfoot, Field Turnips, Rape, &c. New Zealand Barb Wires, Nos. 6, 7, and 8 Fencing Wire. (699, 197, 829, 270)
coach-icon (857, 95, 947, 117)
taranaki-text: (United Press Association.) New Plymouth, April 1. Taranaki Jockey Club Handicap. Standish's Normanby ... 1. Tancred's Administrator ... 2. Logan's Landseer ... 3. Time, 2min 40secs. Dividend, £2 15s. Flying Handicap. Tancred's Consul ... 1. Rowe's Blue Gown ... 2. Standish's Wiltona ... 3. Time, 1min 16sec. Dividend £1 19s. £1750 went through the totalisator. (10, 930, 139, 1022)
properties-title: LIST OF PROPERTIES FOR SALE BY THE UNDERSIGNED. (565, 486, 687, 519)
column-8 (971, 26, 1108, 1487)
worm-text: Worm Powders, 1/; Remington's, Rangitikei-street. (699, 682, 829, 701)
column-3 (282, 26, 420, 1487)
auction-sales-title: Auction Sales. (321, 582, 379, 593)
permanent-title: THE MANAWATU PERMANENT EQUITABLE BUILDING & INVESTMENT SOCIETY. (709, 707, 819, 735)
